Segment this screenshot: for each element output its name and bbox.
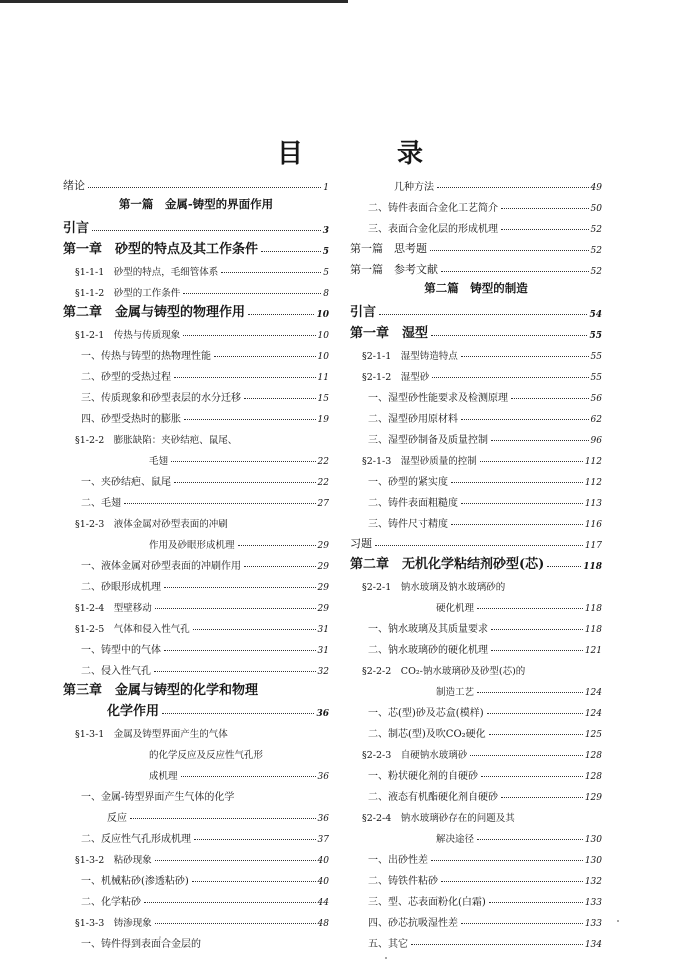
toc-entry-label: 的化学反应及反应性气孔形 (149, 750, 264, 761)
toc-entry-label: 二、铸件表面合金化工艺简介 (368, 203, 498, 214)
toc-page-number: 31 (317, 625, 329, 635)
toc-page-number: 128 (584, 751, 602, 761)
toc-entry-label: 解决途径 (436, 834, 475, 845)
toc-entry-label: 三、表面合金化层的形成机理 (368, 224, 498, 235)
toc-entry-label: 硬化机理 (436, 603, 475, 614)
toc-page-number: 118 (584, 604, 602, 614)
toc-entry-label: 几种方法 (394, 182, 434, 193)
toc-entry-label: 一、机械粘砂(渗透粘砂) (81, 876, 189, 887)
toc-entry-label: 第一篇 思考题 (350, 242, 427, 255)
toc-entry-label: 一、夹砂结疤、鼠尾 (81, 477, 171, 488)
toc-entry-label: 三、铸件尺寸精度 (368, 519, 448, 530)
toc-entry-label: 四、砂芯抗吸湿性差 (368, 918, 458, 929)
part-heading: 第一篇 金属-铸型的界面作用 (118, 197, 274, 211)
toc-page-number: 10 (317, 352, 329, 362)
toc-entry-label: §1-2-1 传热与传质现象 (75, 330, 181, 341)
toc-entry-label: 引言 (63, 221, 90, 236)
toc-entry-label: 三、传质现象和砂型表层的水分迁移 (81, 393, 241, 404)
toc-page-number: 52 (590, 246, 602, 256)
toc-page-number: 22 (317, 457, 329, 467)
toc-page-number: 22 (317, 478, 329, 488)
toc-page-number: 52 (590, 267, 602, 277)
part-heading: 第二篇 铸型的制造 (424, 281, 528, 295)
toc-page-number: 124 (584, 688, 602, 698)
toc-entry-label: §1-1-2 砂型的工作条件 (75, 288, 181, 299)
toc-page-number: 36 (317, 772, 329, 782)
toc-page-number: 27 (317, 499, 329, 509)
toc-page-number: 112 (584, 478, 602, 488)
toc-page-number: 48 (317, 919, 329, 929)
toc-entry-label: 一、芯(型)砂及芯盒(模样) (368, 708, 484, 719)
toc-entry-label: 作用及砂眼形成机理 (149, 540, 235, 551)
toc-entry-label: §1-3-1 金属及铸型界面产生的气体 (75, 729, 228, 740)
toc-entry-label: 一、液体金属对砂型表面的冲刷作用 (81, 561, 241, 572)
toc-entry-label: 第二章 金属与铸型的物理作用 (63, 305, 246, 320)
toc-entry-label: 一、金属-铸型界面产生气体的化学 (81, 792, 235, 803)
toc-page-number: 37 (317, 835, 329, 845)
scan-speck (617, 920, 619, 922)
toc-page-number: 5 (323, 268, 329, 278)
toc-page-number: 121 (584, 646, 602, 656)
toc-entry-label: 制造工艺 (436, 687, 475, 698)
toc-page-number: 32 (317, 667, 329, 677)
scan-speck (159, 936, 161, 938)
toc-entry-label: 一、传热与铸型的热物理性能 (81, 351, 211, 362)
toc-entry-label: 二、砂型的受热过程 (81, 372, 171, 383)
toc-page-number: 128 (584, 772, 602, 782)
toc-entry-label: §1-1-1 砂型的特点，毛细管体系 (75, 267, 219, 278)
toc-page-number: 40 (317, 856, 329, 866)
toc-page-number: 134 (584, 940, 602, 950)
toc-entry-label: 绪论 (63, 179, 85, 192)
toc-entry-label: 成机理 (149, 771, 178, 782)
toc-entry-label: §2-2-3 自硬钠水玻璃砂 (362, 750, 468, 761)
toc-entry-label: 反应 (107, 813, 127, 824)
toc-entry-label: §2-1-3 湿型砂质量的控制 (362, 456, 477, 467)
toc-entry-label: 第二章 无机化学粘结剂砂型(芯) (350, 557, 545, 572)
toc-page-number: 112 (584, 457, 602, 467)
toc-entry-label: 第一章 湿型 (350, 326, 429, 341)
toc-entry-label: §1-3-2 粘砂现象 (75, 855, 152, 866)
toc-page-number: 124 (584, 709, 602, 719)
toc-entry-label: 第三章 金属与铸型的化学和物理 (63, 683, 259, 698)
toc-entry-label: 二、侵入性气孔 (81, 666, 151, 677)
toc-entry-label: 三、型、芯表面粉化(白霜) (368, 897, 486, 908)
toc-entry-label: §2-1-1 湿型铸造特点 (362, 351, 458, 362)
toc-entry-label: 二、钠水玻璃砂的硬化机理 (368, 645, 488, 656)
toc-entry-label: 毛翅 (149, 456, 169, 467)
toc-page-number: 113 (584, 499, 602, 509)
toc-entry-label: §1-2-4 型壁移动 (75, 603, 152, 614)
toc-page-number: 118 (583, 562, 602, 572)
toc-entry-label: 第一章 砂型的特点及其工作条件 (63, 242, 259, 257)
toc-page-number: 31 (317, 646, 329, 656)
toc-entry-label: 二、湿型砂用原材料 (368, 414, 458, 425)
toc-page-number: 40 (317, 877, 329, 887)
toc-page-number: 29 (317, 604, 329, 614)
toc-page-number: 5 (322, 247, 329, 257)
toc-page-number: 29 (317, 583, 329, 593)
toc-entry-label: 一、湿型砂性能要求及检测原理 (368, 393, 508, 404)
toc-entry-label: 习题 (350, 537, 372, 550)
toc-page-number: 36 (317, 814, 329, 824)
toc-page-number: 118 (584, 625, 602, 635)
toc-page-number: 132 (584, 877, 602, 887)
toc-page-number: 8 (323, 289, 329, 299)
toc-page-number: 50 (590, 204, 602, 214)
toc-page-number: 133 (584, 898, 602, 908)
toc-page-number: 49 (590, 183, 602, 193)
toc-page-number: 10 (317, 331, 329, 341)
toc-entry-label: 二、砂眼形成机理 (81, 582, 161, 593)
toc-entry-label: 五、其它 (368, 939, 408, 950)
toc-page-number: 56 (590, 394, 602, 404)
toc-entry-label: §2-2-4 钠水玻璃砂存在的问题及其 (362, 813, 515, 824)
toc-entry-label: 第一篇 参考文献 (350, 263, 438, 276)
toc-page-number: 125 (584, 730, 602, 740)
toc-entry-label: 四、砂型受热时的膨胀 (81, 414, 181, 425)
toc-entry-label: 二、铸件表面粗糙度 (368, 498, 458, 509)
toc-entry-label: §1-3-3 铸渗现象 (75, 918, 152, 929)
toc-entry-label: 引言 (350, 305, 377, 320)
toc-entry-label: 一、铸件得到表面合金层的 (81, 939, 201, 950)
toc-page-number: 52 (590, 225, 602, 235)
toc-entry-label: §1-2-3 液体金属对砂型表面的冲刷 (75, 519, 228, 530)
toc-entry-label: 一、出砂性差 (368, 855, 428, 866)
toc-page-number: 96 (590, 436, 602, 446)
toc-page-number: 44 (317, 898, 329, 908)
scan-speck (385, 957, 387, 959)
toc-page-number: 15 (317, 394, 329, 404)
toc-page-number: 62 (590, 415, 602, 425)
toc-entry-label: §2-2-2 CO₂-钠水玻璃砂及砂型(芯)的 (362, 666, 526, 677)
toc-entry-label: §1-2-2 膨胀缺陷：夹砂结疤、鼠尾、 (75, 435, 238, 446)
toc-entry-label: 二、毛翅 (81, 498, 121, 509)
toc-entry-label: 二、化学粘砂 (81, 897, 141, 908)
toc-page-number: 55 (590, 352, 602, 362)
toc-entry-label: 一、粉状硬化剂的自硬砂 (368, 771, 478, 782)
toc-entry-label: 三、湿型砂制备及质量控制 (368, 435, 488, 446)
toc-page-number: 130 (584, 856, 602, 866)
toc-entry-label: §1-2-5 气体和侵入性气孔 (75, 624, 190, 635)
page-title: 目 录 (276, 139, 457, 169)
toc-page-number: 129 (584, 793, 602, 803)
toc-entry-label: 二、铸铁件粘砂 (368, 876, 438, 887)
toc-entry-label: 一、铸型中的气体 (81, 645, 161, 656)
toc-page-number: 117 (584, 541, 602, 551)
toc-page-number: 10 (316, 310, 329, 320)
toc-entry-label: 二、制芯(型)及吹CO₂硬化 (368, 729, 486, 740)
toc-entry-label: 一、砂型的紧实度 (368, 477, 448, 488)
toc-entry-label: 二、液态有机酯硬化剂自硬砂 (368, 792, 498, 803)
toc-page-number: 133 (584, 919, 602, 929)
toc-page-number: 3 (322, 226, 329, 236)
toc-page-number: 55 (589, 331, 602, 341)
toc-page-number: 55 (590, 373, 602, 383)
toc-entry-label: §2-1-2 湿型砂 (362, 372, 430, 383)
toc-entry-label: 二、反应性气孔形成机理 (81, 834, 191, 845)
toc-entry-label: 化学作用 (107, 704, 160, 719)
toc-page-number: 11 (317, 373, 329, 383)
toc-page-number: 19 (317, 415, 329, 425)
toc-entry-label: §2-2-1 钠水玻璃及钠水玻璃砂的 (362, 582, 506, 593)
toc-page-number: 116 (584, 520, 602, 530)
toc-page-number: 1 (323, 183, 329, 193)
toc-page-number: 29 (317, 541, 329, 551)
toc-page-number: 54 (589, 310, 602, 320)
toc-entry-label: 一、钠水玻璃及其质量要求 (368, 624, 488, 635)
toc-page-number: 36 (316, 709, 329, 719)
toc-page-number: 130 (584, 835, 602, 845)
toc-page-number: 29 (317, 562, 329, 572)
